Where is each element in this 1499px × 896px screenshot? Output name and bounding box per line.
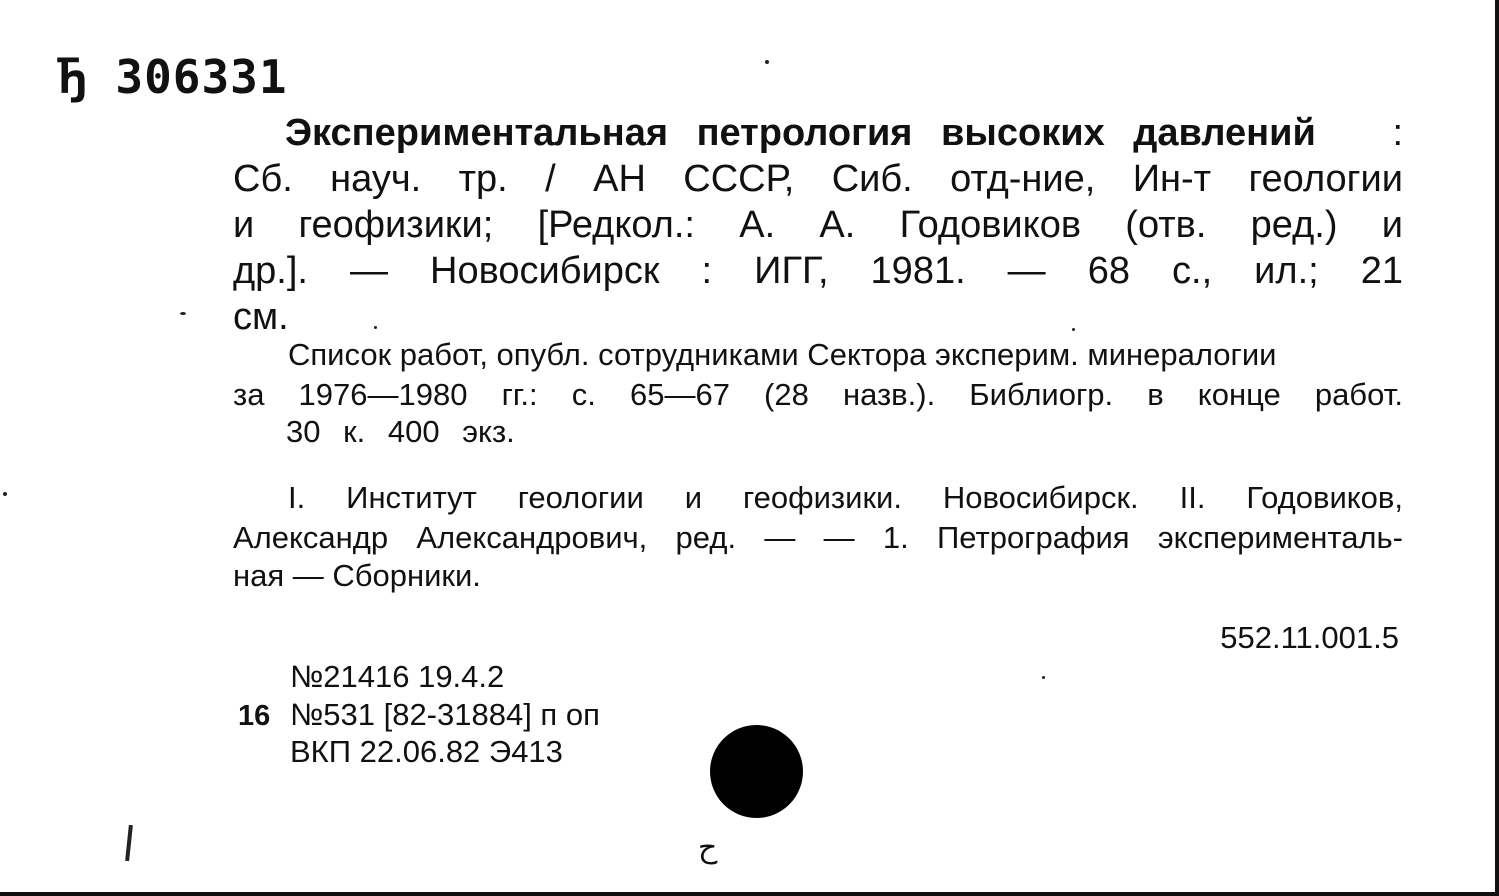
title-separator: : (1392, 112, 1403, 154)
speck (180, 312, 186, 315)
tracing-line-2: Александр Александрович, ред. — — 1. Петрография эксперименталь- (233, 520, 1403, 555)
title-line (285, 110, 1403, 156)
description-line-4: др.]. — Новосибирск : ИГГ, 1981. — 68 с., ил.; 21 (233, 250, 1403, 292)
registration-line-3: ВКП 22.06.82 Э413 (290, 734, 563, 769)
speck (374, 326, 377, 329)
book-title: Экспериментальная петрология высоких давлений (285, 112, 1316, 154)
speck (1042, 676, 1045, 679)
speck (3, 492, 7, 496)
shelf-mark: Ђ 306331 (58, 50, 288, 104)
description-line-5: см. (233, 296, 289, 338)
udc-number: 552.11.001.5 (1220, 620, 1399, 655)
speck (1072, 328, 1075, 331)
note-line-1: Список работ, опубл. сотрудниками Сектора эксперим. минералогии (288, 337, 1277, 372)
tracing-line-1: I. Институт геологии и геофизики. Новосибирск. II. Годовиков, (288, 480, 1403, 515)
registration-prefix: 16 (238, 700, 271, 732)
note-line-2: за 1976—1980 гг.: с. 65—67 (28 назв.). Библиогр. в конце работ. (233, 377, 1403, 412)
registration-line-2: №531 [82-31884] п оп (290, 697, 600, 732)
description-line-2: Сб. науч. тр. / АН СССР, Сиб. отд-ние, Ин-т геологии (233, 158, 1403, 200)
tracing-line-3: ная — Сборники. (233, 558, 481, 593)
speck (765, 60, 769, 64)
description-line-3: и геофизики; [Редкол.: А. А. Годовиков (отв. ред.) и (233, 204, 1403, 246)
price-copies: 30 к. 400 экз. (286, 414, 515, 449)
pen-mark: ح (698, 830, 718, 865)
punch-hole (710, 725, 803, 818)
registration-line-1: №21416 19.4.2 (290, 659, 505, 694)
pencil-stroke (125, 825, 133, 861)
